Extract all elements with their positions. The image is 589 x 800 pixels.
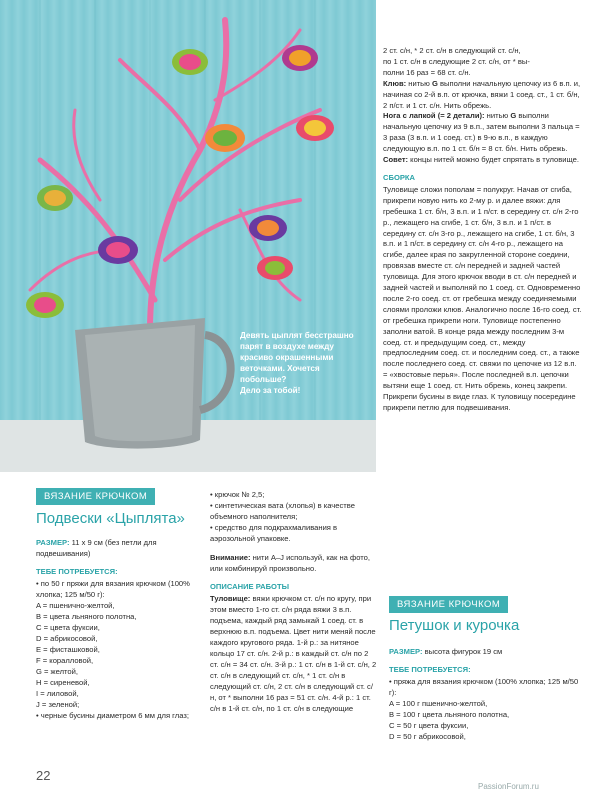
size2-text: РАЗМЕР: высота фигурок 19 см <box>389 647 503 656</box>
materials-heading-2: ТЕБЕ ПОТРЕБУЕТСЯ: <box>389 665 471 674</box>
middle-column-text: • крючок № 2,5; • синтетическая вата (хлопья) в качестве объемного наполнителя; • средство для подкрахмаливания в аэрозольной упаковке. Внимание: нити A–J используй, как на фото, или комбинируй произвольно. ОПИСАНИЕ РАБОТЫ Туловище: вяжи крючком ст. с/н по кругу, при этом вместо 1-го ст. с/н ряда вяжи 3 в.п. подъема, каждый ряд замыкай 1 соед. ст. в верхнюю в.п. подъема. Цвет нити меняй после каждого кругового ряда. 1-й р.: за нитяное кольцо 17 ст. с/н. 2-й р.: в каждый ст. с/н по 2 ст. с/н = 34 ст. с/н. 3-й р.: 1 ст. с/н в 1-й ст. с/н, 2 ст. с/н в следующий ст. с/н, * 1 ст. с/н в следующий ст. с/н, 2 ст. с/н в следующий ст. с/н, от * выполни 16 раз = 51 ст. с/н. 4-й р.: 1 ст. с/н в 1-й ст. с/н, по 1 ст. с/н в следующие <box>210 490 377 713</box>
photo-chicks-on-branches <box>0 0 376 472</box>
assembly-text: Туловище сложи пополам = полукруг. Начав от сгиба, прикрепи новую нить ко 2-му р. и далее вяжи: для гребешка 1 ст. б/н, 3 в.п. и 1 п/ст. в середину ст. с/н 2-го р., лежащего на сгибе, 1 ст. б/н, 3 в.п. и 1 п/ст. в середину ст. с/н 3-го р., лежащего на сгибе, 1 ст. б/н, 3 в.п. и 1 п/ст. в середину ст. с/н 4-го р., лежащего на сгибе, далее края по закругленной стороне соедини, провязав вместе ст. с/н передней и задней частей туловища. Для этого крючок вводи в ст. с/н передней и задней частей и выполняй по 1 соед. ст. Одновременно после 2-го соед. ст. от гребешка между соединяемыми слоями проложи клюв. Аналогично после 16-го соед. ст. от гребешка прикрепи ноги. Туловище постепенно заполни ватой. В конце ряда между последним 3-м соед. ст. и предыдущим соед. ст., между предпоследним соед. ст. и последним соед. ст., а также после последнего соед. ст. свяжи по цепочке из 12 в.п. = «хвостовые перья». После последней в.п. цепочки вытяни еще 1 соед. ст. Нить обрежь, конец закрепи. Прикрепи бусины в виде глаз. К туловищу посередине прикрепи петлю для подвешивания. <box>383 184 582 412</box>
work-description-heading: ОПИСАНИЕ РАБОТЫ <box>210 582 290 591</box>
advice-text: Совет: концы нитей можно будет спрятать в туловище. <box>383 155 579 165</box>
photo-illustration <box>0 0 376 472</box>
left-column-text: РАЗМЕР: 11 x 9 см (без петли для подвешивания) ТЕБЕ ПОТРЕБУЕТСЯ: • по 50 г пряжи для вязания крючком (100% хлопка; 125 м/50 г): A = пшенично-желтой, B = цвета льняного полотна, C = цвета фуксии, D = абрикосовой, E = фисташковой, F = коралловой, G = желтой, H = сиреневой, I = лиловой, J = зеленой; • черные бусины диаметром 6 мм для глаз; <box>36 537 206 721</box>
section-banner-crochet: ВЯЗАНИЕ КРЮЧКОМ <box>36 486 155 505</box>
title-chick-pendants: Подвески «Цыплята» <box>36 510 185 527</box>
attention-text: Внимание: нити A–J используй, как на фото, или комбинируй произвольно. <box>210 553 371 573</box>
watermark: PassionForum.ru <box>478 782 539 791</box>
leg-instructions: Нога с лапкой (= 2 детали): нитью G выполни начальную цепочку из 9 в.п., затем выполни 3 пальца = 3 раза (3 в.п. и 1 соед. ст.) в 9-ю в.п., в каждую следующую в.п. по 1 ст. б/н = 8 ст. б/н. Нить обрежь. <box>383 111 580 154</box>
photo-caption: Девять цыплят бесстрашно парят в воздухе между красиво окрашенными веточками. Хочется побольше? Дело за тобой! <box>240 331 354 395</box>
title-rooster-hen: Петушок и курочка <box>389 617 520 634</box>
rooster-materials: РАЗМЕР: высота фигурок 19 см ТЕБЕ ПОТРЕБУЕТСЯ: • пряжа для вязания крючком (100% хлопка; 125 м/50 г): A = 100 г пшенично-желтой, B = 100 г цвета льняного полотна, C = 50 г цвета фуксии, D = 50 г абрикосовой, <box>389 646 584 742</box>
size-text: РАЗМЕР: 11 x 9 см (без петли для подвешивания) <box>36 538 157 558</box>
right-column-text: 2 ст. с/н, * 2 ст. с/н в следующий ст. с/н, по 1 ст. с/н в следующие 2 ст. с/н, от * вы- полни 16 раз = 68 ст. с/н. Клюв: нитью G выполни начальную цепочку из 6 в.п. и, начиная со 2-й в.п. от крючка, вяжи 1 соед. ст., 1 ст. б/н, 2 п/ст. и 1 ст. с/н. Нить обрежь. Нога с лапкой (= 2 детали): нитью G выполни начальную цепочку из 9 в.п., затем выполни 3 пальца = 3 раза (3 в.п. и 1 соед. ст.) в 9-ю в.п., в каждую следующую в.п. по 1 ст. б/н = 8 ст. б/н. Нить обрежь. Совет: концы нитей можно будет спрятать в туловище. СБОРКА Туловище сложи пополам = полукруг. Начав от сгиба, прикрепи новую нить ко 2-му р. и далее вяжи: для гребешка 1 ст. б/н, 3 в.п. и 1 п/ст. в середину ст. с/н 2-го р., лежащего на сгибе, 1 ст. б/н, 3 в.п. и 1 п/ст. в середину ст. с/н 3-го р., лежащего на сгибе, 1 ст. б/н, 3 в.п. и 1 п/ст. в середину ст. с/н 4-го р., лежащего на сгибе, далее края по закругленной стороне соедини, провязав вместе ст. с/н передней и задней частей туловища. Для этого крючок вводи в ст. с/н передней и задней частей и выполняй по 1 соед. ст. Одновременно после 2-го соед. ст. от гребешка между соединяемыми слоями проложи клюв. Аналогично после 16-го соед. ст. от гребешка прикрепи ноги. Туловище постепенно заполни ватой. В конце ряда между последним 3-м соед. ст. и предыдущим соед. ст., между предпоследним соед. ст. и последним соед. ст., а также после последнего соед. ст. свяжи по цепочке из 12 в.п. = «хвостовые перья». После последней в.п. цепочки вытяни еще 1 соед. ст. Нить обрежь, конец закрепи. Прикрепи бусины в виде глаз. К туловищу посередине прикрепи петлю для подвешивания. <box>383 46 582 412</box>
materials-heading: ТЕБЕ ПОТРЕБУЕТСЯ: <box>36 567 118 576</box>
beak-instructions: Клюв: нитью G выполни начальную цепочку из 6 в.п. и, начиная со 2-й в.п. от крючка, вяжи 1 соед. ст., 1 ст. б/н, 2 п/ст. и 1 ст. с/н. Нить обрежь. <box>383 78 581 110</box>
section-banner-crochet-2: ВЯЗАНИЕ КРЮЧКОМ <box>389 594 508 613</box>
assembly-heading: СБОРКА <box>383 172 416 182</box>
page-number: 22 <box>36 768 51 783</box>
body-instructions: Туловище: вяжи крючком ст. с/н по кругу, при этом вместо 1-го ст. с/н ряда вяжи 3 в.п. подъема, каждый ряд замыкай 1 соед. ст. в верхнюю в.п. подъема. Цвет нити меняй после каждого кругового ряда. 1-й р.: за нитяное кольцо 17 ст. с/н. 2-й р.: в каждый ст. с/н по 2 ст. с/н = 34 ст. с/н. 3-й р.: 1 ст. с/н в 1-й ст. с/н, 2 ст. с/н в следующий ст. с/н, * 1 ст. с/н в следующий ст. с/н, 2 ст. с/н в следующий ст. с/н, от * выполни 16 раз = 51 ст. с/н. 4-й р.: 1 ст. с/н в 1-й ст. с/н, по 1 ст. с/н в следующие <box>210 594 377 713</box>
